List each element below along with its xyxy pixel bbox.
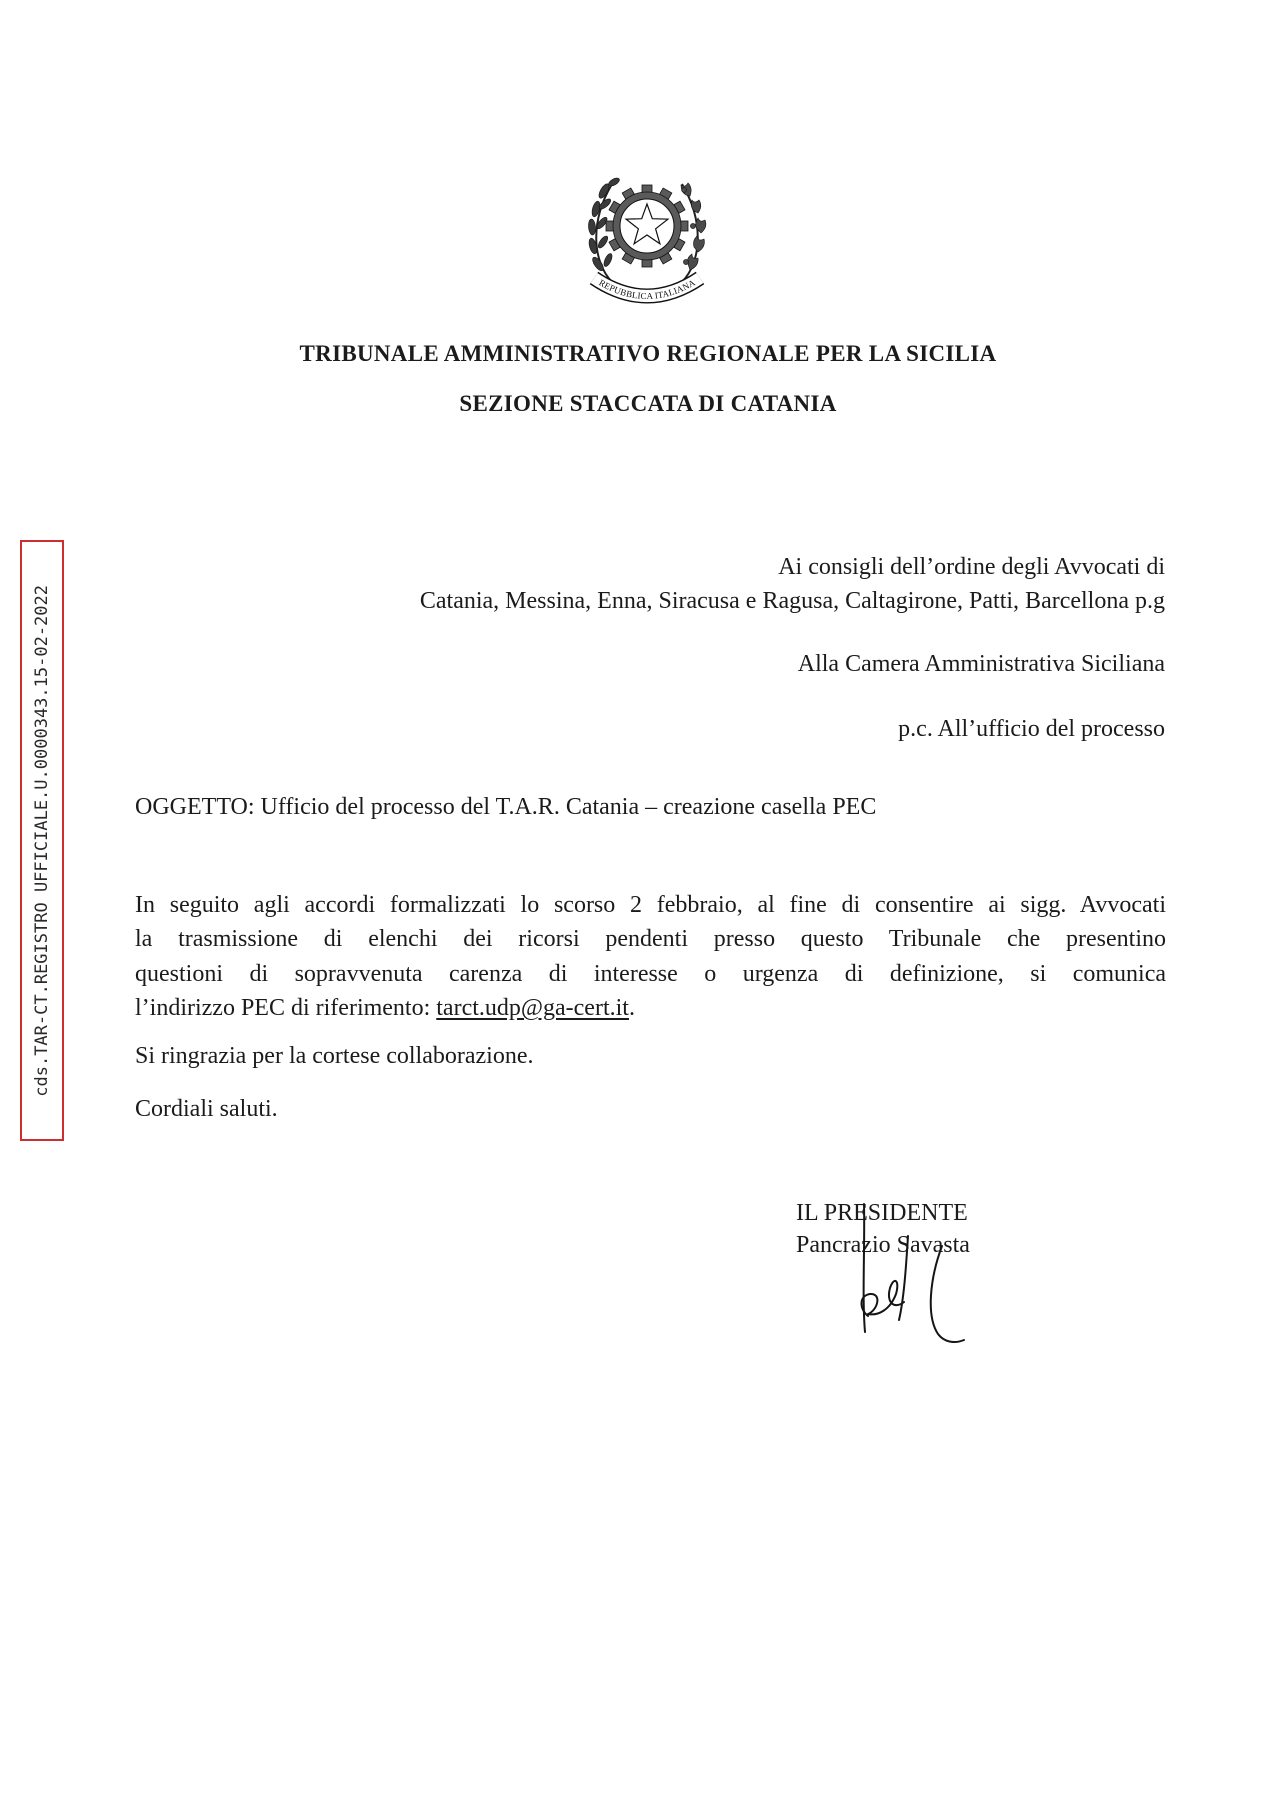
court-name-heading: TRIBUNALE AMMINISTRATIVO REGIONALE PER LA SICILIA (299, 341, 997, 366)
period: . (628, 994, 635, 1021)
oak-branch-icon (681, 183, 706, 282)
recipient-line-1: Ai consigli dell’ordine degli Avvocati di (778, 554, 1165, 580)
protocol-stamp-box (20, 540, 64, 1141)
emblem-ribbon-text: REPUBBLICA ITALIANA (597, 277, 697, 302)
subject-line: OGGETTO: Ufficio del processo del T.A.R. Catania – creazione casella PEC (135, 794, 877, 820)
pec-email-address: tarct.udp@ga-cert.it (436, 994, 629, 1021)
body-line: In seguito agli accordi formalizzati lo scorso 2 febbraio, al fine di consentire ai sigg. Avvocati (135, 892, 1166, 918)
court-section-heading: SEZIONE STACCATA DI CATANIA (459, 391, 837, 416)
recipient-line-2: Catania, Messina, Enna, Siracusa e Ragusa, Caltagirone, Patti, Barcellona p.g (419, 588, 1165, 614)
body-line-last (135, 991, 1166, 1025)
emblem-ribbon (594, 277, 700, 301)
body-line: la trasmissione di elenchi dei ricorsi pendenti presso questo Tribunale che presentino (135, 926, 1166, 953)
signatory-title: IL PRESIDENTE (796, 1200, 968, 1226)
signatory-name: Pancrazio Savasta (796, 1232, 970, 1258)
cc-recipient: p.c. All’ufficio del processo (898, 716, 1165, 742)
recipient-line-3: Alla Camera Amministrativa Siciliana (797, 651, 1165, 677)
italian-republic-emblem (582, 166, 712, 306)
closing-line: Cordiali saluti. (135, 1096, 278, 1122)
body-line: questioni di sopravvenuta carenza di interesse o urgenza di definizione, si comunica (135, 960, 1166, 987)
protocol-stamp-text: cds.TAR-CT.REGISTRO UFFICIALE.U.0000343.15-02-2022 (32, 584, 52, 1097)
handwritten-signature (838, 1198, 978, 1350)
thanks-line: Si ringrazia per la cortese collaborazione. (135, 1043, 534, 1069)
body-paragraph (135, 888, 1166, 1025)
pec-label: l’indirizzo PEC di riferimento: (135, 994, 437, 1021)
